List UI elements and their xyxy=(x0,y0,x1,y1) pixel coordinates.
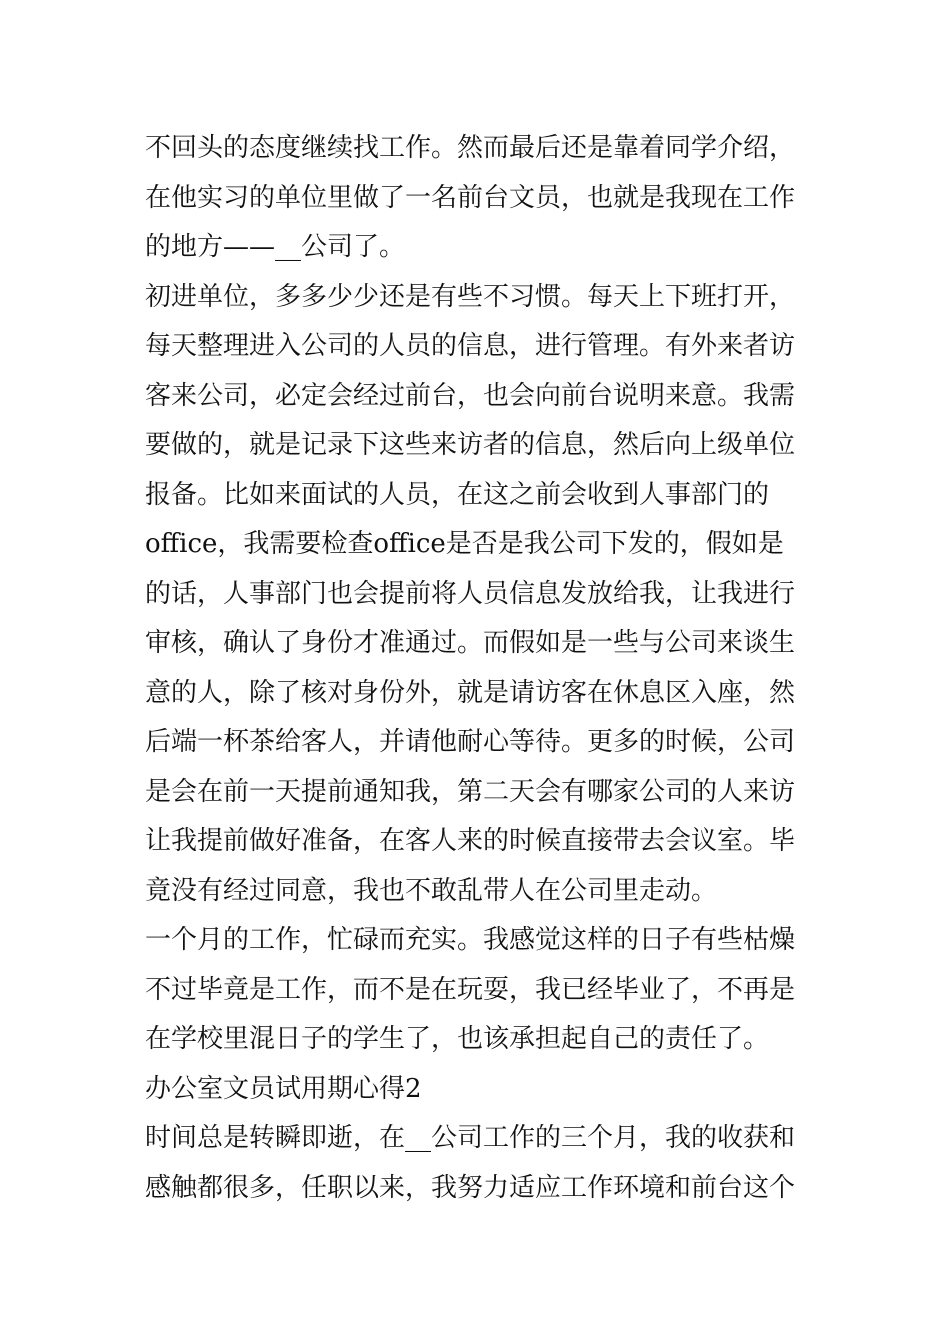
text-line: 在学校里混日子的学生了，也该承担起自己的责任了。 xyxy=(145,1024,770,1054)
text-line: 竟没有经过同意，我也不敢乱带人在公司里走动。 xyxy=(145,875,718,906)
text-line: 感触都很多，任职以来，我努力适应工作环境和前台这个 xyxy=(145,1172,796,1203)
text-line: 一个月的工作，忙碌而充实。我感觉这样的日子有些枯燥 xyxy=(145,925,796,955)
text-line: 让我提前做好准备，在客人来的时候直接带去会议室。毕 xyxy=(145,826,796,856)
section-heading: 办公室文员试用期心得2 xyxy=(145,1073,422,1104)
text-line: 初进单位，多多少少还是有些不习惯。每天上下班打开， xyxy=(145,281,796,312)
text-line: office，我需要检查office是否是我公司下发的，假如是 xyxy=(145,529,784,559)
text-line: 的地方——__公司了。 xyxy=(145,232,406,262)
text-line: 是会在前一天提前通知我，第二天会有哪家公司的人来访 xyxy=(145,776,796,807)
text-line: 在他实习的单位里做了一名前台文员，也就是我现在工作 xyxy=(145,182,796,213)
text-line: 审核，确认了身份才准通过。而假如是一些与公司来谈生 xyxy=(145,628,796,658)
text-line: 报备。比如来面试的人员，在这之前会收到人事部门的 xyxy=(145,479,770,510)
text-line: 的话，人事部门也会提前将人员信息发放给我，让我进行 xyxy=(145,578,796,609)
text-line: 意的人，除了核对身份外，就是请访客在休息区入座，然 xyxy=(145,677,796,708)
text-line: 每天整理进入公司的人员的信息，进行管理。有外来者访 xyxy=(145,331,796,361)
text-line: 要做的，就是记录下这些来访者的信息，然后向上级单位 xyxy=(145,430,796,460)
text-line: 后端一杯茶给客人，并请他耐心等待。更多的时候，公司 xyxy=(145,727,796,757)
text-line: 时间总是转瞬即逝，在__公司工作的三个月，我的收获和 xyxy=(145,1123,796,1153)
text-line: 客来公司，必定会经过前台，也会向前台说明来意。我需 xyxy=(145,380,796,411)
text-line: 不过毕竟是工作，而不是在玩耍，我已经毕业了，不再是 xyxy=(145,974,796,1005)
text-line: 不回头的态度继续找工作。然而最后还是靠着同学介绍， xyxy=(145,133,796,163)
document-body xyxy=(145,124,810,1213)
